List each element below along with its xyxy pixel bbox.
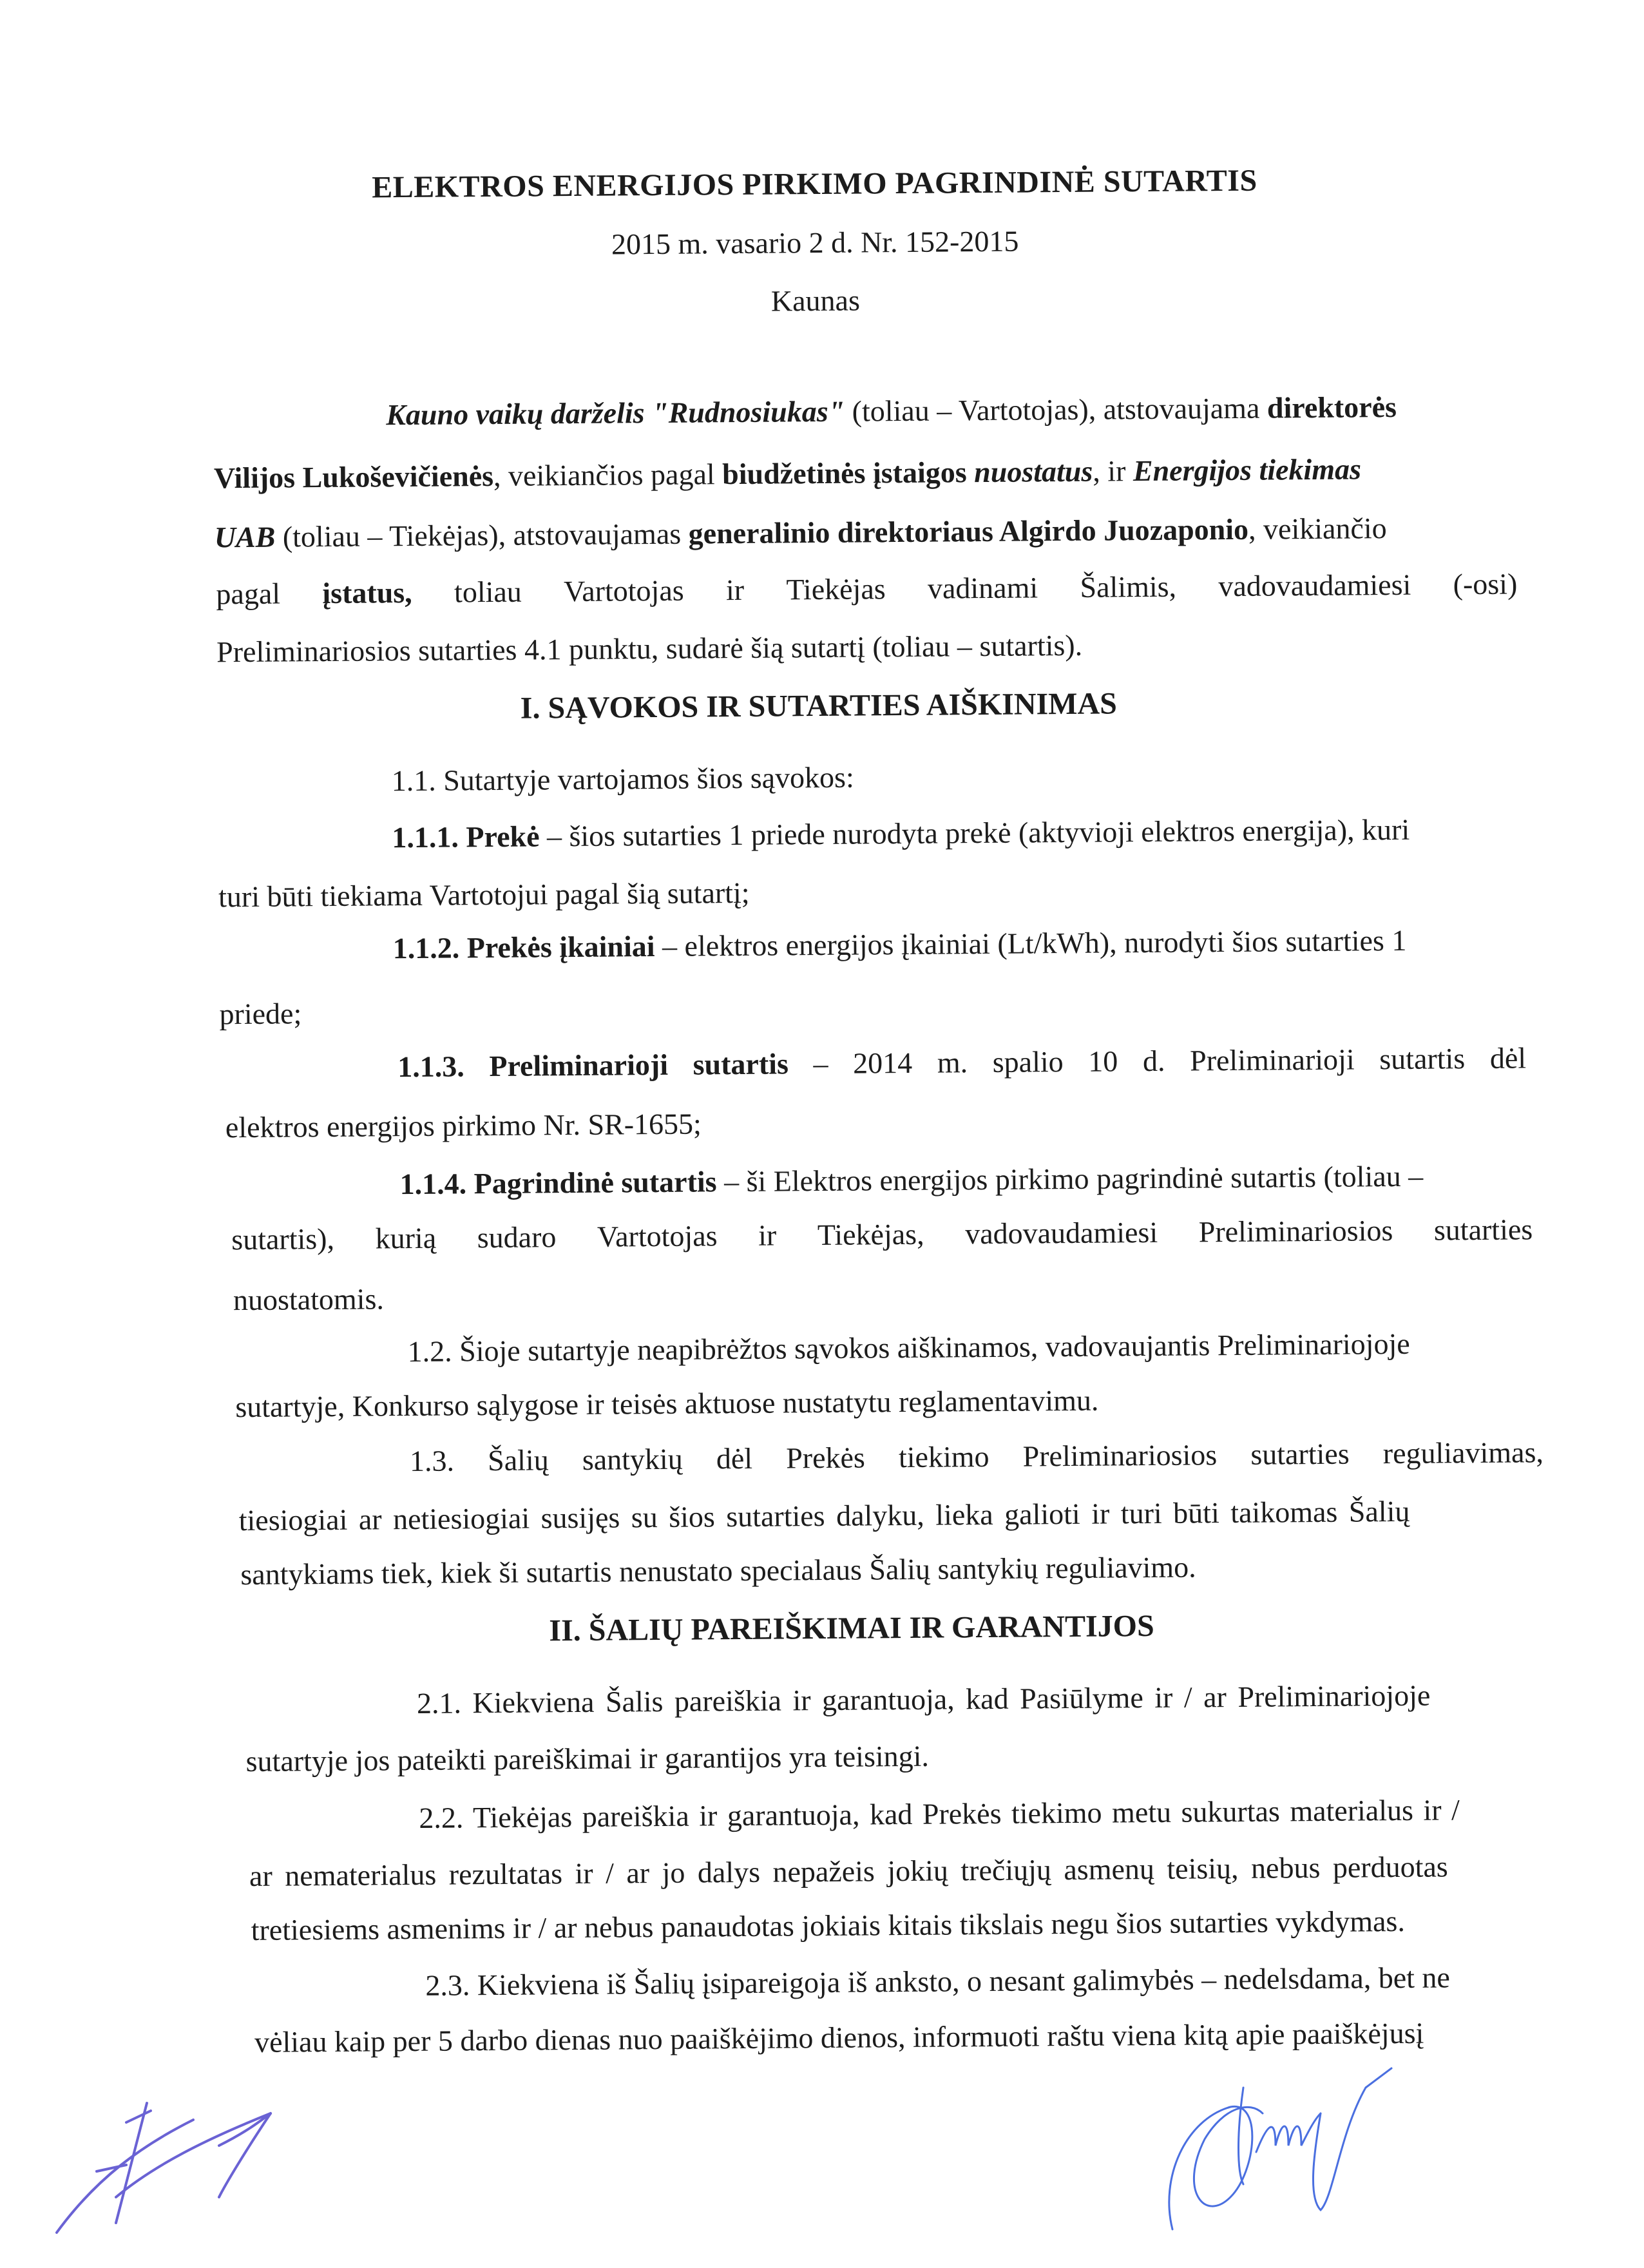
section-1-heading: I. SĄVOKOS IR SUTARTIES AIŠKINIMAS [520, 686, 1118, 726]
word: įstatus, [322, 575, 412, 610]
word: Prekės [786, 1441, 866, 1475]
clause-2-3: 2.3. Kiekviena iš Šalių įsipareigoja iš anksto, o nesant galimybės – nedelsdama, bet ne [425, 1961, 1451, 2002]
word: Vartotojas [563, 573, 684, 608]
clause-2-2-end: tretiesiems asmenims ir / ar nebus panaudotas jokiais kitais tikslais negu šios sutarties vykdymas. [251, 1904, 1406, 1946]
word: santykių [582, 1442, 683, 1476]
word: toliau [454, 575, 522, 609]
preamble-bold: direktorės [1266, 390, 1397, 425]
clause-2-2-cont: ar nematerialus rezultatas ir / ar jo dalys nepažeis jokių trečiųjų asmenų teisių, nebus perduotas [249, 1850, 1448, 1893]
clause-2-1-cont: sutartyje jos pateikti pareiškimai ir garantijos yra teisingi. [245, 1739, 930, 1778]
word: 1.1.3. [397, 1050, 464, 1084]
word: vadovaudamiesi [1218, 568, 1411, 603]
date-and-number: 2015 m. vasario 2 d. Nr. 152-2015 [611, 224, 1019, 261]
clause-1-2: 1.2. Šioje sutartyje neapibrėžtos sąvokos aiškinamos, vadovaujantis Preliminariojoje [407, 1327, 1410, 1369]
word: 1.3. [409, 1444, 455, 1478]
clause-1-1-3 [397, 1041, 1526, 1084]
term-prekes-ikainiai: 1.1.2. Prekės įkainiai [392, 930, 655, 965]
word: Tiekėjas [786, 572, 886, 606]
clause-1-1-1-cont: turi būti tiekiama Vartotojui pagal šią sutartį; [218, 876, 750, 914]
word: – [813, 1046, 828, 1081]
word: spalio [992, 1045, 1064, 1079]
clause-2-1: 2.1. Kiekviena Šalis pareiškia ir garantuoja, kad Pasiūlyme ir / ar Preliminariojoje [416, 1678, 1431, 1720]
word: Preliminarioji [1189, 1043, 1355, 1077]
supplier-name: Energijos tiekimas [1133, 452, 1362, 488]
word: 2014 [852, 1046, 913, 1080]
section-2-heading: II. ŠALIŲ PAREIŠKIMAI IR GARANTIJOS [549, 1608, 1154, 1648]
clause-1-3-cont: tiesiogiai ar netiesiogiai susijęs su šios sutarties dalyku, lieka galioti ir turi būti taikomas Šalių [238, 1494, 1410, 1537]
director-name: Vilijos Lukoševičienės [213, 459, 494, 495]
word: Preliminariosios [1022, 1438, 1218, 1473]
clause-1-1-4-end: nuostatomis. [233, 1282, 385, 1317]
word: Vartotojas [597, 1219, 718, 1253]
word: sutartis), [231, 1222, 335, 1256]
word: sutarties [1250, 1437, 1350, 1471]
clause-1-1-4-cont [231, 1212, 1533, 1256]
word: tiekimo [898, 1439, 989, 1474]
clause-1-3 [410, 1435, 1544, 1478]
word: dėl [716, 1441, 753, 1475]
document-title: ELEKTROS ENERGIJOS PIRKIMO PAGRINDINĖ SUTARTIS [372, 163, 1257, 205]
word: sudaro [477, 1220, 557, 1254]
word: reguliavimas, [1382, 1436, 1544, 1470]
word: ir [758, 1218, 777, 1252]
word: pagal [216, 577, 281, 611]
word: vadinami [927, 571, 1038, 605]
word: Tiekėjas, [817, 1217, 924, 1252]
clause-text: – elektros energijos įkainiai (Lt/kWh), nurodyti šios sutarties 1 [655, 923, 1407, 963]
term-preke: 1.1.1. Prekė [392, 820, 540, 854]
clause-1-1: 1.1. Sutartyje vartojamos šios sąvokos: [391, 760, 854, 798]
preamble-line-5: Preliminariosios sutarties 4.1 punktu, sudarė šią sutartį (toliau – sutartis). [216, 628, 1083, 669]
preamble-line-4 [216, 566, 1517, 611]
clause-1-1-2-cont: priede; [219, 997, 302, 1031]
supplier-name-suffix: UAB [214, 520, 276, 554]
term-pagrindine-sutartis: 1.1.4. Pagrindinė sutartis [399, 1165, 717, 1201]
clause-1-1-2 [393, 923, 1407, 965]
word: Preliminariosios [1198, 1214, 1393, 1249]
preamble-line-3 [215, 511, 1387, 554]
clause-text: – šios sutarties 1 priede nurodyta prekė (aktyvioji elektros energija), kuri [539, 812, 1410, 853]
clause-1-2-cont: sutartyje, Konkurso sąlygose ir teisės aktuose nustatytu reglamentavimu. [235, 1383, 1099, 1424]
consumer-name: Kauno vaikų darželis "Rudnosiukas" [386, 394, 845, 432]
word: sutarties [1433, 1213, 1533, 1247]
clause-text: – ši Elektros energijos pirkimo pagrindinė sutartis (toliau – [716, 1159, 1424, 1198]
word: sutartis [1379, 1042, 1466, 1076]
clause-2-2: 2.2. Tiekėjas pareiškia ir garantuoja, kad Prekės tiekimo metu sukurtas materialus ir / [419, 1793, 1460, 1834]
preamble-text [966, 456, 974, 488]
preamble-line-1 [386, 390, 1397, 432]
preamble-text: , veikiančio [1248, 512, 1387, 546]
word: 10 [1088, 1044, 1118, 1078]
preamble-text: (toliau – Tiekėjas), atstovaujamas [275, 517, 689, 553]
word: d. [1142, 1044, 1165, 1078]
word: vadovaudamiesi [964, 1215, 1158, 1251]
word: kurią [375, 1221, 437, 1255]
signature-right-icon [1095, 2049, 1495, 2262]
city: Kaunas [770, 284, 861, 318]
preamble-text: (toliau – Vartotojas), atstovaujama [844, 391, 1268, 428]
word: (-osi) [1453, 567, 1518, 601]
general-director-name: generalinio direktoriaus Algirdo Juozaponio [688, 512, 1249, 550]
word: Preliminarioji [489, 1048, 669, 1083]
word: Šalimis, [1080, 570, 1177, 604]
word: ir [725, 573, 745, 607]
word: sutartis [693, 1047, 789, 1081]
preamble-bold: biudžetinės įstaigos [722, 456, 967, 491]
clause-1-3-end: santykiams tiek, kiek ši sutartis nenustato specialaus Šalių santykių reguliavimo. [240, 1550, 1196, 1591]
preamble-line-2 [214, 452, 1361, 495]
preamble-text: , veikiančios pagal [493, 457, 723, 492]
preamble-italic: nuostatus [973, 454, 1093, 489]
clause-1-1-4 [399, 1159, 1423, 1201]
clause-1-1-3-cont: elektros energijos pirkimo Nr. SR-1655; [225, 1107, 702, 1144]
clause-1-1-1 [392, 812, 1410, 854]
word: Šalių [487, 1443, 549, 1477]
word: dėl [1489, 1041, 1527, 1075]
signature-left-icon [0, 2075, 580, 2262]
preamble-text: , ir [1093, 454, 1134, 488]
clause-2-3-cont: vėliau kaip per 5 darbo dienas nuo paaiškėjimo dienos, informuoti raštu viena kitą apie paaiškėjusį [254, 2016, 1424, 2059]
word: m. [937, 1046, 968, 1079]
